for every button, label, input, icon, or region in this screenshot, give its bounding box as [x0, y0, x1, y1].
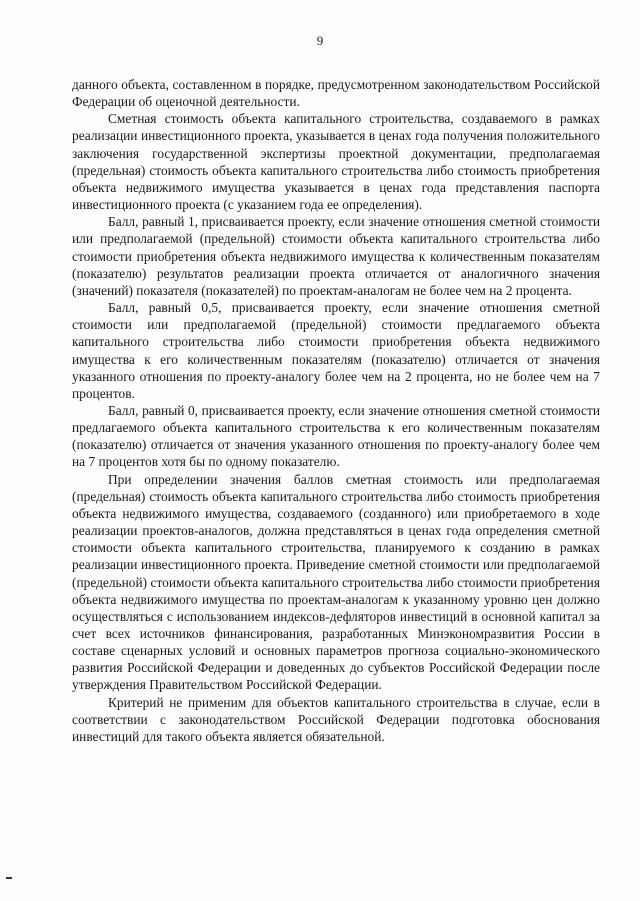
- paragraph-continuation: данного объекта, составленном в порядке, предусмотренном законодательством Российской Федерации об оценочной деятельности.: [72, 77, 600, 110]
- paragraph-score-1: Балл, равный 1, присваивается проекту, если значение отношения сметной стоимости или предполагаемой (предельной) стоимости объекта капитального строительства либо стоимости приобретения объекта недвижимого имущества к количественным показателям (показателю) результатов реализации проекта отличается от аналогичного значения (значений) показателя (показателей) по проектам-аналогам не более чем на 2 процента.: [72, 214, 600, 298]
- paragraph-estimated-cost: Сметная стоимость объекта капитального строительства, создаваемого в рамках реализации инвестиционного проекта, указывается в ценах года получения положительного заключения государственной экспертизы проектной документации, предполагаемая (предельная) стоимость объекта капитального строительства либо стоимость приобретения объекта недвижимого имущества указывается в ценах года представления паспорта инвестиционного проекта (с указанием года ее определения).: [72, 111, 600, 213]
- document-body: [72, 76, 600, 745]
- paragraph-criterion-not-applicable: Критерий не применим для объектов капитального строительства в случае, если в соответствии с законодательством Российской Федерации подготовка обоснования инвестиций для такого объекта является обязательной.: [72, 694, 600, 744]
- page-number: 9: [316, 33, 324, 48]
- paragraph-score-0-5: Балл, равный 0,5, присваивается проекту, если значение отношения сметной стоимости или предполагаемой (предельной) стоимости предлагаемого объекта капитального строительства либо стоимости приобретения объекта недвижимого имущества к его количественным показателям (показателю) отличается от значения указанного отношения по проекту-аналогу более чем на 2 процента, но не более чем на 7 процентов.: [72, 300, 600, 401]
- paragraph-score-0: Балл, равный 0, присваивается проекту, если значение отношения сметной стоимости предлагаемого объекта капитального строительства к его количественным показателям (показателю) отличается от значения указанного отношения по проекту-аналогу более чем на 7 процентов хотя бы по одному показателю.: [72, 402, 600, 470]
- scan-margin-mark: [6, 877, 12, 879]
- paragraph-score-determination: При определении значения баллов сметная стоимость или предполагаемая (предельная) стоимость объекта капитального строительства либо стоимость приобретения объекта недвижимого имущества, создаваемого (созданного) или приобретаемого в ходе реализации проектов-аналогов, должна представляться в ценах года определения сметной стоимости объекта капитального строительства, планируемого к созданию в рамках реализации инвестиционного проекта. Приведение сметной стоимости или предполагаемой (предельной) стоимости объекта капитального строительства либо стоимости приобретения объекта недвижимого имущества по проектам-аналогам к указанному уровню цен должно осуществляться с использованием индексов-дефляторов инвестиций в основной капитал за счет всех источников финансирования, разработанных Минэкономразвития России в составе сценарных условий и основных параметров прогноза социально-экономического развития Российской Федерации и доведенных до субъектов Российской Федерации после утверждения Правительством Российской Федерации.: [72, 471, 600, 693]
